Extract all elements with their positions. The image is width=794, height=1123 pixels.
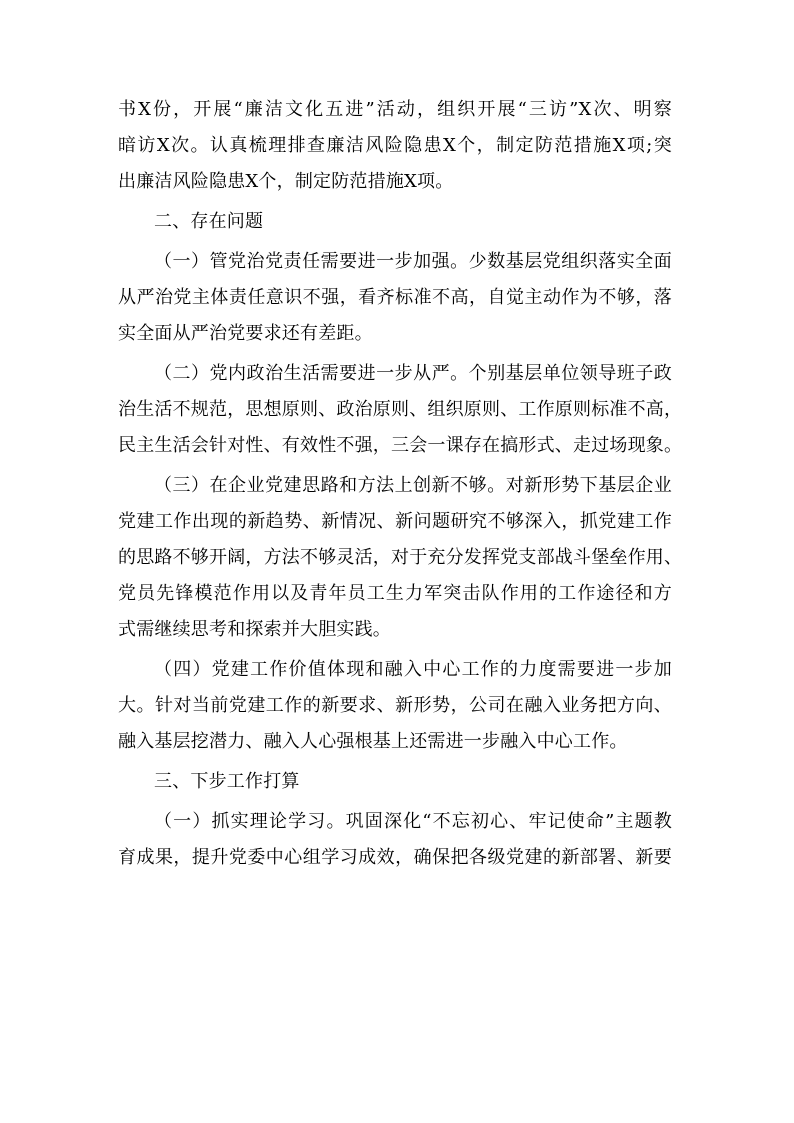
document-body: [118, 92, 683, 876]
text-line: 书X份，开展“廉洁文化五进”活动，组织开展“三访”X次、明察: [118, 99, 672, 120]
text-line: （四）党建工作价值体现和融入中心工作的力度需要进一步加: [154, 659, 672, 680]
paragraph-continued: [118, 92, 672, 200]
paragraph-plan-1: [118, 804, 672, 876]
text-line: （一）抓实理论学习。巩固深化“不忘初心、牢记使命”主题教: [154, 811, 672, 832]
paragraph-issue-3: [118, 468, 683, 648]
heading-text: 二、存在问题: [154, 211, 264, 232]
text-line: 暗访X次。认真梳理排查廉洁风险隐患X个，制定防范措施X项;突: [118, 135, 672, 156]
text-line: 式需继续思考和探索并大胆实践。: [118, 619, 391, 640]
heading-text: 三、下步工作打算: [154, 771, 300, 792]
section-heading-next-steps: [118, 764, 672, 800]
text-line: 党员先锋模范作用以及青年员工生力军突击队作用的工作途径和方: [118, 583, 672, 604]
paragraph-issue-1: [118, 244, 672, 352]
text-line: （三）在企业党建思路和方法上创新不够。对新形势下基层企业: [154, 475, 672, 496]
text-line: 的思路不够开阔，方法不够灵活，对于充分发挥党支部战斗堡垒作用、: [118, 547, 683, 568]
text-line: 融入基层挖潜力、融入人心强根基上还需进一步融入中心工作。: [118, 731, 628, 752]
text-line: 民主生活会针对性、有效性不强，三会一课存在搞形式、走过场现象。: [118, 435, 683, 456]
text-line: 大。针对当前党建工作的新要求、新形势，公司在融入业务把方向、: [118, 695, 672, 716]
paragraph-issue-4: [118, 652, 672, 760]
section-heading-issues: [118, 204, 672, 240]
text-line: （一）管党治党责任需要进一步加强。少数基层党组织落实全面: [154, 251, 672, 272]
text-line: 出廉洁风险隐患X个，制定防范措施X项。: [118, 171, 454, 192]
text-line: 从严治党主体责任意识不强，看齐标准不高，自觉主动作为不够，落: [118, 287, 672, 308]
paragraph-issue-2: [118, 356, 683, 464]
text-line: 育成果，提升党委中心组学习成效，确保把各级党建的新部署、新要: [118, 847, 672, 868]
text-line: 党建工作出现的新趋势、新情况、新问题研究不够深入，抓党建工作: [118, 511, 672, 532]
text-line: （二）党内政治生活需要进一步从严。个别基层单位领导班子政: [154, 363, 672, 384]
text-line: 治生活不规范，思想原则、政治原则、组织原则、工作原则标准不高，: [118, 399, 683, 420]
text-line: 实全面从严治党要求还有差距。: [118, 323, 373, 344]
